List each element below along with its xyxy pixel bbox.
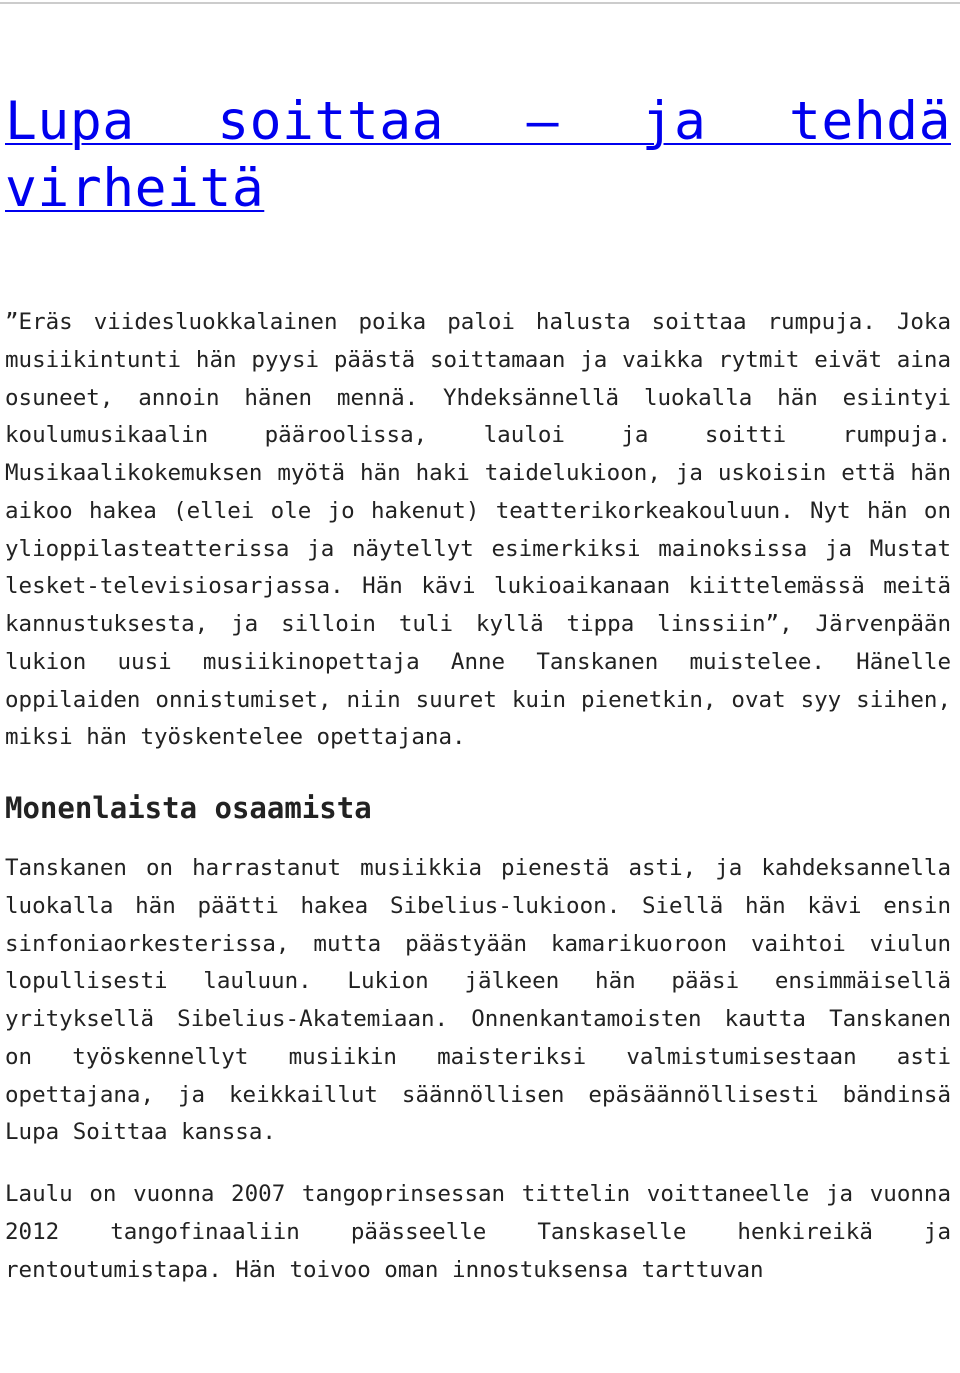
article-title	[5, 88, 951, 222]
closing-paragraph: Laulu on vuonna 2007 tangoprinsessan tittelin voittaneelle ja vuonna 2012 tangofinaaliin päässeelle Tanskaselle henkireikä ja rentoutumistapa. Hän toivoo oman innostuksensa tarttuvan	[5, 1181, 951, 1283]
section-paragraph: Tanskanen on harrastanut musiikkia pienestä asti, ja kahdeksannella luokalla hän päätti hakea Sibelius-lukioon. Siellä hän kävi ensin sinfoniaorkesterissa, mutta päästyään kamarikuoroon vaihtoi viulun lopullisesti lauluun. Lukion jälkeen hän pääsi ensimmäisellä yrityksellä Sibelius-Akatemiaan. Onnenkantamoisten kautta Tanskanen on työskennellyt musiikin maisteriksi valmistumisestaan asti opettajana, ja keikkaillut säännöllisen epäsäännöllisesti bändinsä Lupa Soittaa kanssa.	[5, 855, 951, 1146]
intro-paragraph: ”Eräs viidesluokkalainen poika paloi halusta soittaa rumpuja. Joka musiikintunti hän pyysi päästä soittamaan ja vaikka rytmit eivät aina osuneet, annoin hänen mennä. Yhdeksännellä luokalla hän esiintyi koulumusikaalin pääroolissa, lauloi ja soitti rumpuja. Musikaalikokemuksen myötä hän haki taidelukioon, ja uskoisin että hän aikoo hakea (ellei ole jo hakenut) teatterikorkeakouluun. Nyt hän on ylioppilasteatterissa ja näytellyt esimerkiksi mainoksissa ja Mustat lesket-televisiosarjassa. Hän kävi lukioaikanaan kiittelemässä meitä kannustuksesta, ja silloin tuli kyllä tippa linssiin”, Järvenpään lukion uusi musiikinopettaja Anne Tanskanen muistelee. Hänelle oppilaiden onnistumiset, niin suuret kuin pienetkin, ovat syy siihen, miksi hän työskentelee opettajana.	[5, 309, 951, 751]
top-divider	[0, 2, 960, 4]
section-heading: Monenlaista osaamista	[5, 791, 372, 825]
article-title-link[interactable]: Lupa soittaa – ja tehdä virheitä	[5, 91, 951, 219]
article-body	[5, 88, 951, 1289]
